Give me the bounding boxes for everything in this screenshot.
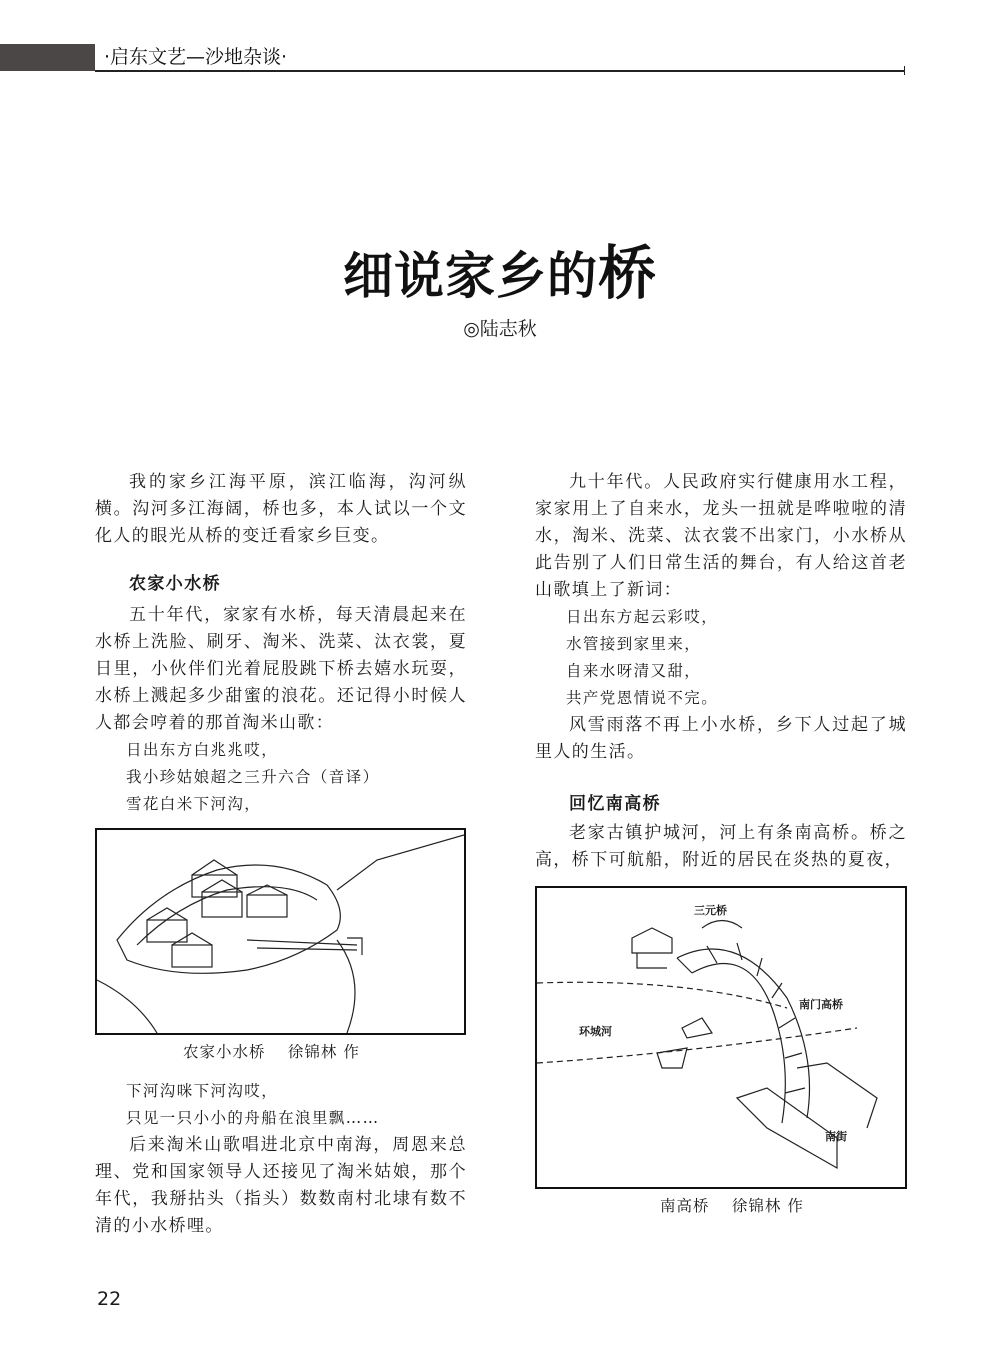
song-line: 水管接到家里来， bbox=[566, 635, 702, 653]
figure-nangao-bridge bbox=[535, 886, 907, 1189]
header-rule-end bbox=[904, 66, 905, 75]
song-line: 自来水呀清又甜， bbox=[566, 662, 702, 680]
section-header: ·启东文艺—沙地杂谈· bbox=[104, 46, 288, 68]
body-paragraph: 五十年代，家家有水桥，每天清晨起来在水桥上洗脸、刷牙、淘米、洗菜、汰衣裳，夏日里，小伙伴们光着屁股跳下桥去嬉水玩耍，水桥上溅起多少甜蜜的浪花。还记得小时候人人都会哼着的那首淘米山歌： bbox=[95, 605, 467, 733]
article-title bbox=[0, 226, 1000, 310]
song-line: 共产党恩情说不完。 bbox=[566, 689, 719, 707]
left-column bbox=[95, 469, 467, 818]
song-line: 雪花白米下河沟， bbox=[126, 795, 262, 813]
title-main: 细说家乡的 bbox=[342, 247, 598, 305]
header-rule bbox=[95, 70, 905, 72]
right-column bbox=[535, 469, 907, 874]
song-line: 我小珍姑娘超之三升六合（音译） bbox=[126, 768, 380, 786]
body-paragraph: 九十年代。人民政府实行健康用水工程，家家用上了自来水，龙头一扭就是哗啦啦的清水，淘米、洗菜、汰衣裳不出家门，小水桥从此告别了人们日常生活的舞台，有人给这首老山歌填上了新词： bbox=[535, 472, 907, 600]
author: ◎陆志秋 bbox=[463, 318, 537, 340]
body-paragraph: 老家古镇护城河，河上有条南高桥。桥之高，桥下可航船，附近的居民在炎热的夏夜， bbox=[535, 823, 907, 870]
song-line: 只见一只小小的舟船在浪里飘…… bbox=[126, 1109, 380, 1127]
label-nanmen-bridge: 南门高桥 bbox=[799, 998, 843, 1011]
label-sanyuan-bridge: 三元桥 bbox=[694, 904, 727, 917]
page-number: 22 bbox=[97, 1288, 122, 1310]
section-heading: 农家小水桥 bbox=[129, 574, 221, 594]
header-bar bbox=[0, 44, 95, 71]
left-column-continued bbox=[95, 1078, 467, 1240]
body-paragraph: 后来淘米山歌唱进北京中南海，周恩来总理、党和国家领导人还接见了淘米姑娘，那个年代，我掰拈头（指头）数数南村北埭有数不清的小水桥哩。 bbox=[95, 1135, 467, 1236]
farm-bridge-sketch bbox=[97, 830, 464, 1033]
section-heading: 回忆南高桥 bbox=[569, 794, 661, 814]
title-last: 桥 bbox=[597, 239, 657, 307]
song-line: 日出东方白兆兆哎， bbox=[126, 741, 279, 759]
figure-caption: 农家小水桥 徐锦林 作 bbox=[183, 1043, 360, 1061]
figure-farm-bridge bbox=[95, 828, 466, 1035]
label-moat: 环城河 bbox=[579, 1025, 612, 1038]
label-south-street: 南街 bbox=[825, 1130, 847, 1143]
song-line: 日出东方起云彩哎， bbox=[566, 608, 719, 626]
song-line: 下河沟咪下河沟哎， bbox=[126, 1082, 279, 1100]
figure-caption: 南高桥 徐锦林 作 bbox=[660, 1197, 804, 1215]
intro-paragraph: 我的家乡江海平原，滨江临海，沟河纵横。沟河多江海阔，桥也多，本人试以一个文化人的眼光从桥的变迁看家乡巨变。 bbox=[95, 472, 467, 546]
body-paragraph: 风雪雨落不再上小水桥，乡下人过起了城里人的生活。 bbox=[535, 715, 907, 762]
